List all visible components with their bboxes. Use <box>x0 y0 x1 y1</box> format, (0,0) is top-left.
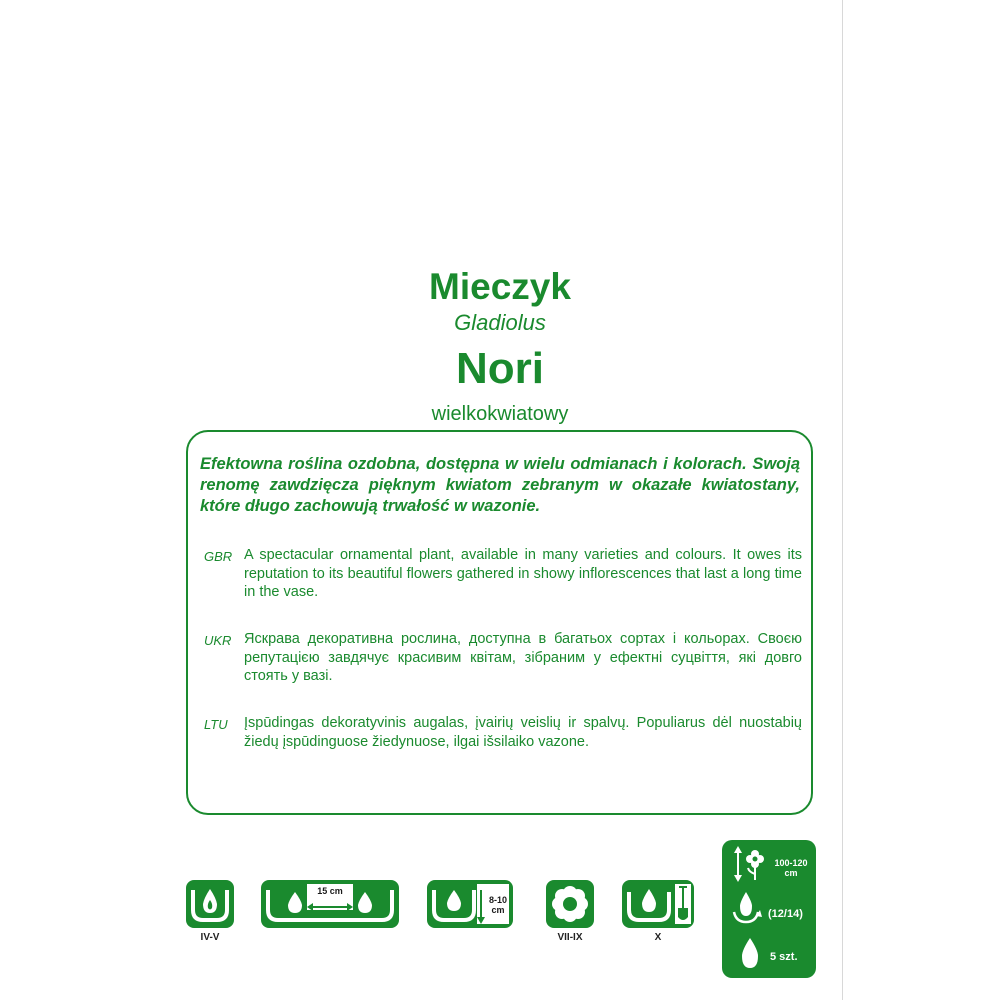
spacing-value: 15 cm <box>317 886 343 896</box>
lang-code: GBR <box>204 549 233 564</box>
flower-icon <box>546 880 594 928</box>
planting-depth-icon <box>427 880 513 928</box>
bulb-spacing-icon <box>261 880 399 928</box>
bulb-size-value: (12/14) <box>768 908 803 920</box>
lang-text: A spectacular ornamental plant, available in many varieties and colours. It owes its reputation to its beautiful flowers gathered in showy inflorescences that last a long time in the vase. <box>244 547 802 600</box>
planting-time-label: IV-V <box>200 932 220 943</box>
lifting-label: X <box>654 932 662 943</box>
depth-value-bottom: cm <box>491 905 505 915</box>
lang-code: LTU <box>204 717 228 732</box>
page-edge-line <box>842 0 843 1000</box>
variety-name: Nori <box>456 344 544 393</box>
info-panel <box>722 840 816 978</box>
lang-text: Įspūdingas dekoratyvinis augalas, įvairių veislių ir spalvų. Populiarus dėl nuostabių žiedų įspūdinguose žiedynuose, ilgai išsilaiko vazone. <box>244 715 802 750</box>
depth-value-top: 8-10 <box>488 895 507 905</box>
bulb-spade-icon <box>622 880 694 928</box>
flowering-label: VII-IX <box>557 932 583 943</box>
bulb-in-soil-icon <box>186 880 234 928</box>
common-name: Mieczyk <box>429 266 571 307</box>
height-value-top: 100-120 <box>774 858 808 868</box>
quantity-value: 5 szt. <box>770 951 798 963</box>
description-polish: Efektowna roślina ozdobna, dostępna w wielu odmianach i kolorach. Swoją renomę zawdzięcza pięknym kwiatom zebranym w okazałe kwiatostany, które długo zachowują trwałość w wazonie. <box>200 455 800 515</box>
latin-name: Gladiolus <box>454 310 546 335</box>
height-value-bottom: cm <box>784 868 798 878</box>
lang-code: UKR <box>204 633 232 648</box>
plant-type: wielkokwiatowy <box>431 403 569 425</box>
lang-text: Яскрава декоративна рослина, доступна в багатьох сортах і кольорах. Своєю репутацією завдячує красивим квітам, зібраним у ефектні суцвіття, які довго стоять у вазі. <box>244 631 802 684</box>
